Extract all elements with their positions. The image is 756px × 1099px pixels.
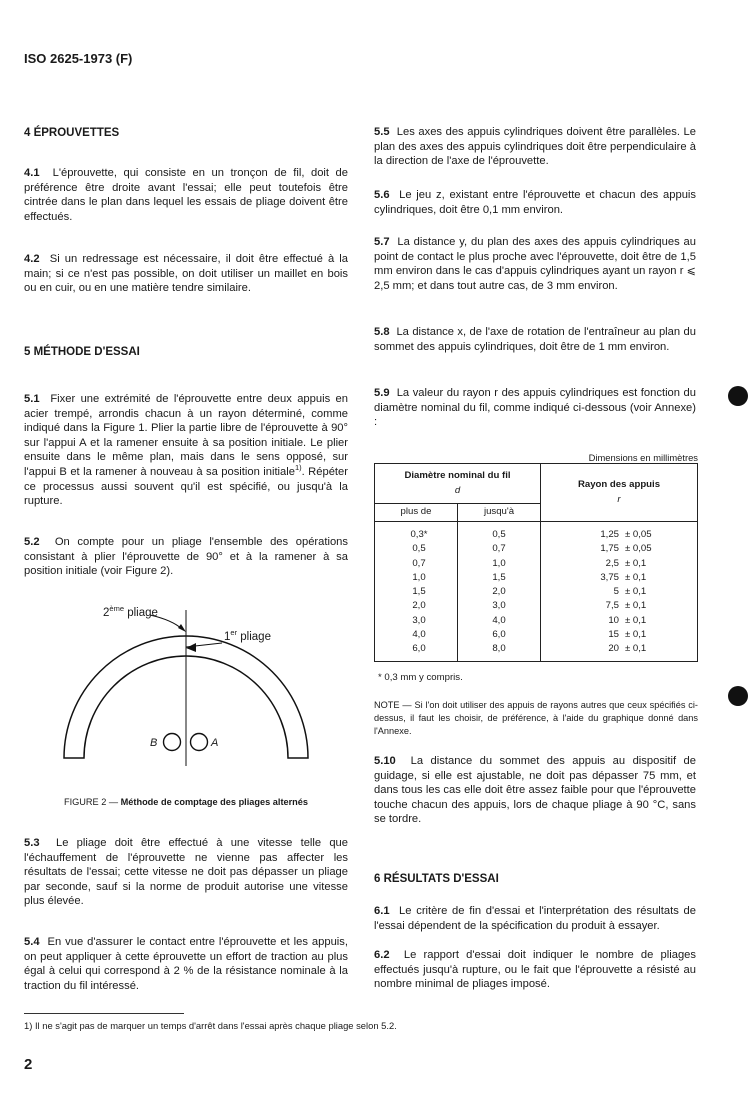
table-cell-radius: 1,25 (600, 529, 619, 540)
support-a-circle (191, 734, 208, 751)
margin-punch-dot (728, 386, 748, 406)
paragraph-6-2: 6.2 Le rapport d'essai doit indiquer le nombre de pliages effectués jusqu'à rupture, ou le fait que l'éprouvette a résisté au nombre minimal de pliages imposé. (374, 949, 696, 991)
table-cell-radius: 3,75 (600, 571, 619, 583)
table-cell-tolerance: ± 0,1 (625, 557, 647, 569)
table-cell-tolerance: ± 0,1 (625, 586, 647, 598)
table-cell-to: 2,0 (492, 586, 506, 598)
paragraph-5-9: 5.9 La valeur du rayon r des appuis cylindriques est fonction du diamètre nominal du fil, comme indiqué ci-dessous (voir Annexe) : (374, 387, 696, 429)
paragraph-5-6: 5.6 Le jeu z, existant entre l'éprouvette et chacun des appuis cylindriques, doit être 0,1 mm environ. (374, 189, 696, 216)
footnote: 1) Il ne s'agit pas de marquer un temps d'arrêt dans l'essai après chaque pliage selon 5.2. (24, 1020, 397, 1031)
table-cell-radius: 20 (608, 643, 619, 655)
table-cell-to: 6,0 (492, 629, 506, 641)
table-row-radius (541, 614, 697, 628)
paragraph-5-2: 5.2 On compte pour un pliage l'ensemble des opérations consistant à plier l'éprouvette de 90° et à la ramener à sa position initiale (voir Figure 2). (24, 536, 349, 578)
table-col-radius (541, 522, 698, 662)
table-cell-to: 1,5 (492, 571, 506, 583)
dimensions-note: Dimensions en millimètres (588, 452, 698, 463)
paragraph-5-1: 5.1 Fixer une extrémité de l'éprouvette entre deux appuis en acier trempé, arrondis chacun à un rayon déterminé, comme indiqué dans la Figure 1. Plier la partie libre de l'éprouvette à 90° sur l'appui A et la ramener ensuite à sa position initiale. Le plier ensuite dans le même plan, mais dans le sens opposé, sur l'appui B et la ramener à nouveau à sa position initiale$^{1)}$. Répéter ce processus aussi souvent qu'il est spécifié, ou jusqu'à la rupture. (24, 393, 348, 508)
paragraph-6-1: 6.1 Le critère de fin d'essai et l'interprétation des résultats de l'essai dépendent de la spécification du produit à essayer. (374, 905, 696, 932)
table-cell-to: 1,0 (492, 557, 506, 569)
table-head-diameter: Diamètre nominal du fil d (375, 464, 541, 504)
paragraph-4-1: 4.1 L'éprouvette, qui consiste en un tronçon de fil, doit de préférence être droite avant l'essai; elle peut toutefois être cintrée dans le plan dans lequel les essais de pliage doivent être effectués. (24, 167, 348, 223)
label-support-b: B (150, 737, 158, 749)
table-col-from (375, 522, 458, 662)
note-block: NOTE — Si l'on doit utiliser des appuis de rayons autres que ceux spécifiés ci-dessus, il faut les choisir, de préférence, à l'aide du graphique donné dans l'Annexe. (374, 700, 698, 736)
paragraph-5-10: 5.10 La distance du sommet des appuis au dispositif de guidage, si elle est ajustable, ne doit pas dépasser 75 mm, et dans tous les cas elle doit être assez faible pour que l'éprouvette touche chacun des appuis, lors de chaque pliage à 90 °C, sans se tordre. (374, 755, 696, 826)
table-cell-to: 0,5 (492, 529, 506, 540)
table-row-radius (541, 557, 697, 571)
table-cell-radius: 15 (608, 629, 619, 641)
support-b-circle (164, 734, 181, 751)
table-row-radius (541, 599, 697, 613)
table-cell-tolerance: ± 0,1 (625, 643, 647, 655)
table-cell-radius: 2,5 (605, 557, 619, 569)
table-row-radius (541, 585, 697, 599)
table-cell-tolerance: ± 0,1 (625, 600, 647, 612)
table-row-radius (541, 628, 697, 642)
table-row-radius (541, 542, 697, 556)
paragraph-5-7: 5.7 La distance y, du plan des axes des appuis cylindriques au point de contact le plus proche avec l'éprouvette, doit être de 1,5 mm environ dans le cas d'appuis cylindriques ayant un rayon r ⩽ 2,5 mm; et dans tout autre cas, de 3 mm environ. (374, 236, 696, 292)
label-support-a: A (211, 737, 219, 749)
paragraph-4-2: 4.2 Si un redressage est nécessaire, il doit être effectué à la main; si ce n'est pas possible, on doit utiliser un maillet en bois ou en cuir, ou en une matière tendre similaire. (24, 253, 348, 295)
table-head-from: plus de (375, 504, 458, 522)
footnote-rule (24, 1013, 184, 1014)
section-6-title: 6 RÉSULTATS D'ESSAI (374, 873, 499, 885)
table-footnote-star: * 0,3 mm y compris. (378, 672, 463, 683)
paragraph-5-5: 5.5 Les axes des appuis cylindriques doivent être parallèles. Le plan des axes des appuis cylindriques doit être perpendiculaire à la direction de l'axe de l'éprouvette. (374, 126, 697, 168)
first-bend-arrow-icon (186, 643, 196, 652)
paragraph-5-3: 5.3 Le pliage doit être effectué à une vitesse telle que l'échauffement de l'éprouvette ne vienne pas affecter les résultats de l'essai; cette vitesse ne doit pas dépasser un pliage par seconde, sauf si la norme de produit autorise une vitesse plus élevée. (24, 837, 348, 908)
section-4-title: 4 ÉPROUVETTES (24, 127, 120, 139)
table-cell-from: 0,3* (410, 529, 428, 540)
paragraph-5-4: 5.4 En vue d'assurer le contact entre l'éprouvette et les appuis, on peut appliquer à cette éprouvette un effort de traction au plus égal à celui qui correspond à 2 % de la résistance nominale à la traction du fil intéressé. (24, 936, 348, 992)
table-col-to (458, 522, 541, 662)
section-5-title: 5 MÉTHODE D'ESSAI (24, 346, 140, 358)
label-second-bend: 2ème pliage (103, 604, 158, 619)
table-head-radius: Rayon des appuis r (541, 464, 698, 522)
table-cell-from: 0,7 (412, 557, 426, 569)
table-cell-from: 6,0 (412, 643, 426, 655)
table-row-radius (541, 642, 697, 656)
table-cell-radius: 10 (608, 614, 619, 626)
table-cell-from: 0,5 (412, 543, 426, 555)
label-first-bend: 1er pliage (224, 628, 271, 643)
document-header: ISO 2625-1973 (F) (24, 51, 133, 66)
table-cell-from: 2,0 (412, 600, 426, 612)
table-cell-tolerance: ± 0,1 (625, 629, 647, 641)
figure-2-caption: FIGURE 2 — Méthode de comptage des pliages alternés (63, 797, 309, 807)
radius-table (374, 463, 698, 662)
table-row-radius (541, 571, 697, 585)
table-row-radius (541, 528, 697, 542)
table-cell-from: 1,5 (412, 586, 426, 598)
table-cell-radius: 7,5 (605, 600, 619, 612)
table-cell-from: 3,0 (412, 614, 426, 626)
margin-punch-dot (728, 686, 748, 706)
table-cell-to: 4,0 (492, 614, 506, 626)
figure-2-diagram (24, 598, 348, 780)
table-cell-radius: 1,75 (600, 543, 619, 555)
table-cell-tolerance: ± 0,1 (625, 571, 647, 583)
table-head-to: jusqu'à (458, 504, 541, 522)
table-cell-to: 3,0 (492, 600, 506, 612)
table-cell-tolerance: ± 0,05 (625, 543, 652, 555)
page-number: 2 (24, 1056, 33, 1073)
table-cell-tolerance: ± 0,05 (625, 529, 652, 540)
table-cell-to: 0,7 (492, 543, 506, 555)
table-cell-tolerance: ± 0,1 (625, 614, 647, 626)
paragraph-5-8: 5.8 La distance x, de l'axe de rotation de l'entraîneur au plan du sommet des appuis cylindriques, doit être de 1 mm environ. (374, 326, 696, 353)
second-bend-arrow-icon (178, 624, 186, 632)
table-cell-to: 8,0 (492, 643, 506, 655)
table-cell-from: 4,0 (412, 629, 426, 641)
table-cell-radius: 5 (613, 586, 619, 598)
table-cell-from: 1,0 (412, 571, 426, 583)
